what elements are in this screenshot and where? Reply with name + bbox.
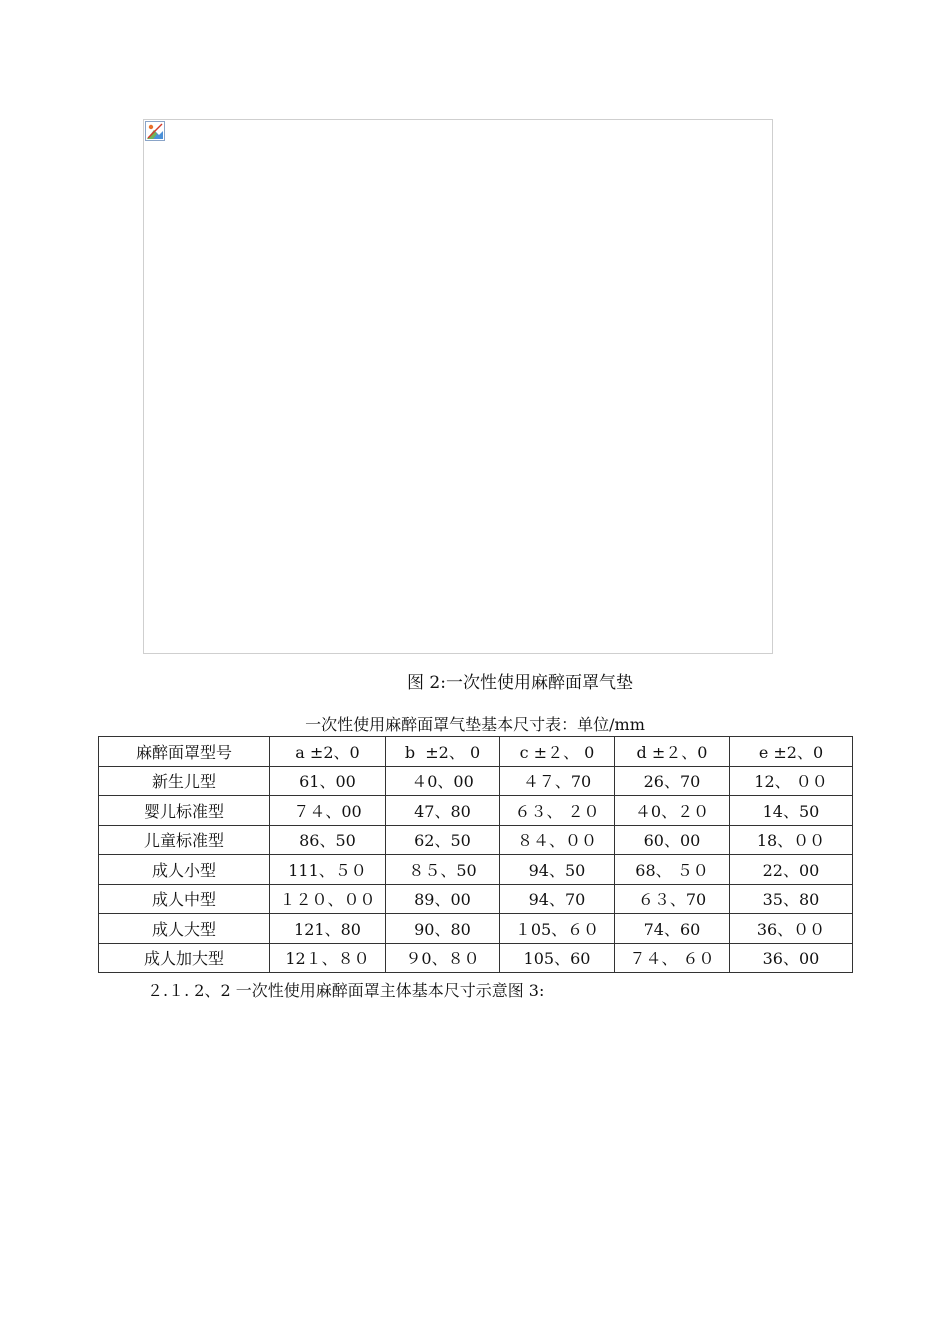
- cell-d: ６３、70: [615, 884, 730, 914]
- header-model: 麻醉面罩型号: [99, 737, 270, 767]
- dimension-table: [98, 736, 853, 973]
- cell-b: 47、80: [386, 796, 500, 826]
- cell-a: １２０、００: [270, 884, 386, 914]
- cell-e: 18、００: [730, 825, 853, 855]
- cell-e: 36、00: [730, 943, 853, 973]
- table-row: [99, 825, 853, 855]
- cell-b: 89、00: [386, 884, 500, 914]
- header-d: d ±２、0: [615, 737, 730, 767]
- figure-image-placeholder: [143, 119, 773, 654]
- table-title: 一次性使用麻醉面罩气垫基本尺寸表：单位/mm: [305, 715, 645, 734]
- cell-e: 12、 ００: [730, 766, 853, 796]
- cell-b: 90、80: [386, 914, 500, 944]
- cell-model: 婴儿标准型: [99, 796, 270, 826]
- cell-c: ４７、70: [500, 766, 615, 796]
- header-b: b ±2、 0: [386, 737, 500, 767]
- cell-model: 成人加大型: [99, 943, 270, 973]
- cell-d: 26、70: [615, 766, 730, 796]
- cell-model: 成人大型: [99, 914, 270, 944]
- figure-caption: 图 2:一次性使用麻醉面罩气垫: [407, 673, 633, 693]
- cell-d: ７４、 ６０: [615, 943, 730, 973]
- cell-b: ４0、00: [386, 766, 500, 796]
- table-row: [99, 943, 853, 973]
- cell-a: 111、５０: [270, 855, 386, 885]
- section-heading: ２.１. 2、2 一次性使用麻醉面罩主体基本尺寸示意图 3:: [147, 981, 545, 1000]
- header-e: e ±2、0: [730, 737, 853, 767]
- cell-model: 成人中型: [99, 884, 270, 914]
- cell-e: 14、50: [730, 796, 853, 826]
- cell-c: ８４、００: [500, 825, 615, 855]
- cell-c: 105、60: [500, 943, 615, 973]
- cell-a: ７４、00: [270, 796, 386, 826]
- header-c: c ±２、 0: [500, 737, 615, 767]
- cell-d: ４0、２０: [615, 796, 730, 826]
- cell-b: 62、50: [386, 825, 500, 855]
- cell-c: １05、６０: [500, 914, 615, 944]
- table-header-row: [99, 737, 853, 767]
- cell-model: 新生儿型: [99, 766, 270, 796]
- table-row: [99, 884, 853, 914]
- cell-d: 60、00: [615, 825, 730, 855]
- cell-e: 22、00: [730, 855, 853, 885]
- cell-a: 61、00: [270, 766, 386, 796]
- header-a: a ±2、0: [270, 737, 386, 767]
- cell-e: 35、80: [730, 884, 853, 914]
- cell-a: 12１、８０: [270, 943, 386, 973]
- cell-d: 68、 ５０: [615, 855, 730, 885]
- cell-b: ８５、50: [386, 855, 500, 885]
- table-row: [99, 796, 853, 826]
- cell-model: 儿童标准型: [99, 825, 270, 855]
- cell-b: ９0、８０: [386, 943, 500, 973]
- broken-image-icon: [145, 121, 165, 141]
- cell-d: 74、60: [615, 914, 730, 944]
- cell-a: 121、80: [270, 914, 386, 944]
- cell-c: 94、50: [500, 855, 615, 885]
- cell-e: 36、００: [730, 914, 853, 944]
- table-row: [99, 766, 853, 796]
- cell-c: 94、70: [500, 884, 615, 914]
- cell-a: 86、50: [270, 825, 386, 855]
- table-row: [99, 855, 853, 885]
- cell-c: ６３、 ２０: [500, 796, 615, 826]
- table-row: [99, 914, 853, 944]
- cell-model: 成人小型: [99, 855, 270, 885]
